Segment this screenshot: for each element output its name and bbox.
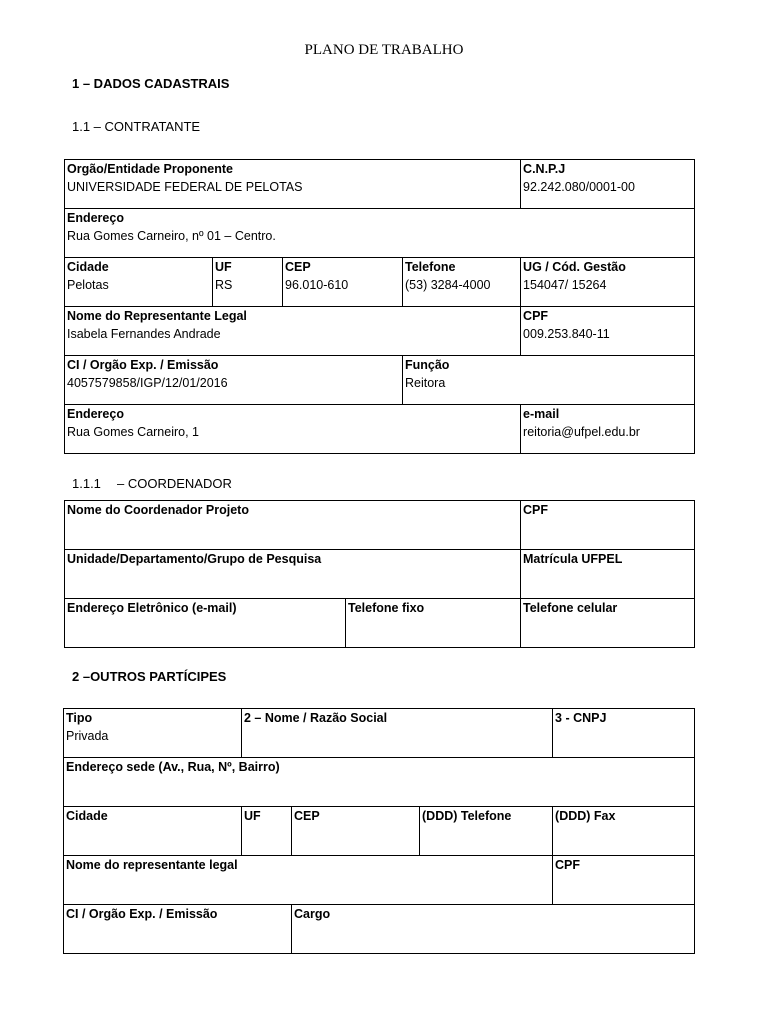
participes-tipo-label: Tipo	[66, 711, 93, 725]
participes-representante-label: Nome do representante legal	[66, 858, 238, 872]
participes-cargo-cell	[292, 905, 695, 954]
coordenador-table	[64, 500, 695, 648]
coordenador-telefone-fixo-cell	[346, 599, 521, 648]
ci-value: 4057579858/IGP/12/01/2016	[67, 376, 228, 390]
ci-label: CI / Orgão Exp. / Emissão	[67, 358, 219, 372]
section-contratante-heading: 1.1 – CONTRATANTE	[72, 119, 201, 134]
participes-telefone-label: (DDD) Telefone	[422, 809, 512, 823]
table-row	[65, 258, 695, 307]
coordenador-telefone-celular-label: Telefone celular	[523, 601, 618, 615]
coordenador-matricula-label: Matrícula UFPEL	[523, 552, 623, 566]
contratante-table	[64, 159, 695, 454]
table-row	[65, 405, 695, 454]
participes-representante-cell	[64, 856, 553, 905]
orgao-cell	[65, 160, 521, 209]
table-row	[65, 160, 695, 209]
table-row	[64, 856, 695, 905]
participes-cpf-cell	[553, 856, 695, 905]
section-coordenador-number: 1.1.1	[72, 476, 101, 491]
participes-telefone-cell	[420, 807, 553, 856]
cidade-label: Cidade	[67, 260, 109, 274]
table-row	[64, 758, 695, 807]
uf-cell	[213, 258, 283, 307]
ug-cell	[521, 258, 695, 307]
telefone-value: (53) 3284-4000	[405, 278, 491, 292]
participes-fax-cell	[553, 807, 695, 856]
endereco-value: Rua Gomes Carneiro, nº 01 – Centro.	[67, 229, 276, 243]
coordenador-email-cell	[65, 599, 346, 648]
cep-value: 96.010-610	[285, 278, 349, 292]
participes-fax-label: (DDD) Fax	[555, 809, 616, 823]
telefone-cell	[403, 258, 521, 307]
uf-label: UF	[215, 260, 232, 274]
table-row	[65, 307, 695, 356]
cep-cell	[283, 258, 403, 307]
participes-cpf-label: CPF	[555, 858, 581, 872]
endereco-label: Endereço	[67, 211, 124, 225]
participes-nome-label: 2 – Nome / Razão Social	[244, 711, 388, 725]
telefone-label: Telefone	[405, 260, 456, 274]
participes-ci-cell	[64, 905, 292, 954]
coordenador-telefone-fixo-label: Telefone fixo	[348, 601, 425, 615]
coordenador-unidade-cell	[65, 550, 521, 599]
cpf-value: 009.253.840-11	[523, 327, 610, 341]
participes-ci-label: CI / Orgão Exp. / Emissão	[66, 907, 218, 921]
cnpj-cell	[521, 160, 695, 209]
uf-value: RS	[215, 278, 233, 292]
participes-tipo-cell	[64, 709, 242, 758]
table-row	[64, 807, 695, 856]
table-row	[64, 709, 695, 758]
participes-cidade-cell	[64, 807, 242, 856]
coordenador-unidade-label: Unidade/Departamento/Grupo de Pesquisa	[67, 552, 322, 566]
cidade-cell	[65, 258, 213, 307]
participes-nome-cell	[242, 709, 553, 758]
funcao-cell	[403, 356, 695, 405]
coordenador-telefone-celular-cell	[521, 599, 695, 648]
ci-cell	[65, 356, 403, 405]
coordenador-email-label: Endereço Eletrônico (e-mail)	[67, 601, 237, 615]
table-row	[65, 209, 695, 258]
participes-endereco-label: Endereço sede (Av., Rua, Nº, Bairro)	[66, 760, 280, 774]
coordenador-cpf-label: CPF	[523, 503, 549, 517]
section-coordenador-heading	[72, 476, 232, 491]
participes-uf-label: UF	[244, 809, 261, 823]
participes-cidade-label: Cidade	[66, 809, 108, 823]
representante-label: Nome do Representante Legal	[67, 309, 247, 323]
coordenador-nome-cell	[65, 501, 521, 550]
participes-uf-cell	[242, 807, 292, 856]
participes-cep-cell	[292, 807, 420, 856]
email-cell	[521, 405, 695, 454]
coordenador-cpf-cell	[521, 501, 695, 550]
email-value: reitoria@ufpel.edu.br	[523, 425, 640, 439]
funcao-label: Função	[405, 358, 450, 372]
orgao-label: Orgão/Entidade Proponente	[67, 162, 233, 176]
cnpj-value: 92.242.080/0001-00	[523, 180, 635, 194]
funcao-value: Reitora	[405, 376, 446, 390]
endereco2-label: Endereço	[67, 407, 124, 421]
orgao-value: UNIVERSIDADE FEDERAL DE PELOTAS	[67, 180, 303, 194]
participes-tipo-value: Privada	[66, 729, 109, 743]
participes-cep-label: CEP	[294, 809, 320, 823]
participes-table	[63, 708, 695, 954]
participes-endereco-cell	[64, 758, 695, 807]
cep-label: CEP	[285, 260, 311, 274]
table-row	[65, 501, 695, 550]
table-row	[65, 550, 695, 599]
endereco-cell	[65, 209, 695, 258]
participes-cnpj-cell	[553, 709, 695, 758]
cidade-value: Pelotas	[67, 278, 109, 292]
coordenador-matricula-cell	[521, 550, 695, 599]
endereco2-value: Rua Gomes Carneiro, 1	[67, 425, 200, 439]
cnpj-label: C.N.P.J	[523, 162, 566, 176]
document-title: PLANO DE TRABALHO	[304, 42, 464, 58]
section-dados-cadastrais-heading: 1 – DADOS CADASTRAIS	[72, 76, 230, 91]
cpf-label: CPF	[523, 309, 549, 323]
cpf-cell	[521, 307, 695, 356]
participes-cargo-label: Cargo	[294, 907, 331, 921]
section-outros-participes-heading: 2 –OUTROS PARTÍCIPES	[72, 669, 227, 684]
email-label: e-mail	[523, 407, 560, 421]
section-coordenador-title: – COORDENADOR	[117, 476, 232, 491]
table-row	[65, 356, 695, 405]
table-row	[65, 599, 695, 648]
ug-label: UG / Cód. Gestão	[523, 260, 626, 274]
representante-cell	[65, 307, 521, 356]
participes-cnpj-label: 3 - CNPJ	[555, 711, 607, 725]
coordenador-nome-label: Nome do Coordenador Projeto	[67, 503, 249, 517]
representante-value: Isabela Fernandes Andrade	[67, 327, 221, 341]
ug-value: 154047/ 15264	[523, 278, 607, 292]
table-row	[64, 905, 695, 954]
endereco2-cell	[65, 405, 521, 454]
